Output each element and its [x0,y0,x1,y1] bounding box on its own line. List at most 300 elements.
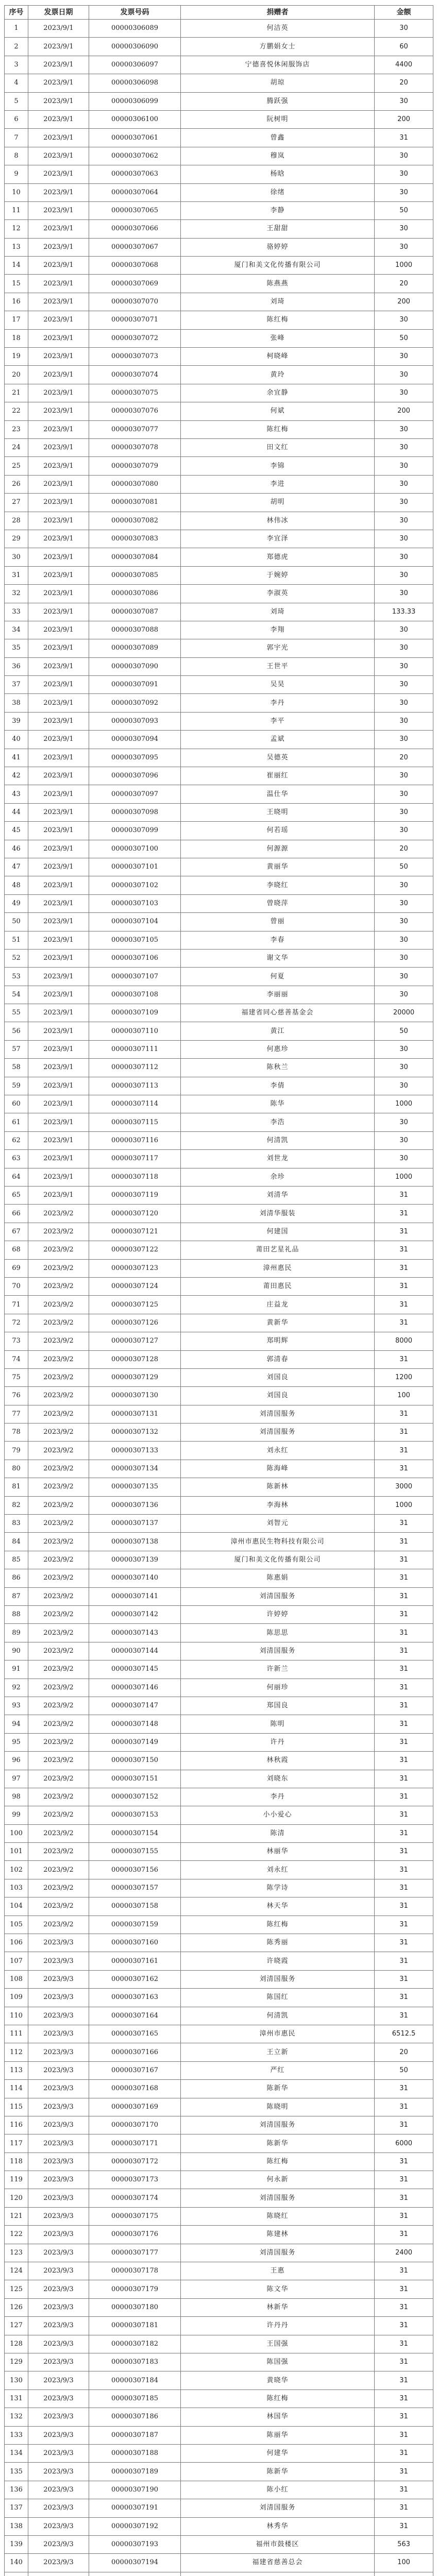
table-row [5,1551,433,1569]
cell-donor: 林新华 [181,2298,375,2316]
cell-invoice-number: 00000307180 [89,2298,181,2316]
cell-index: 37 [5,676,28,694]
cell-donor: 漳州惠民 [181,1259,375,1277]
cell-invoice-number: 00000307108 [89,986,181,1004]
cell-index: 73 [5,1332,28,1350]
cell-donor: 陈思思 [181,1624,375,1642]
cell-index: 91 [5,1660,28,1679]
cell-index: 57 [5,1040,28,1058]
cell-amount: 50 [375,858,433,876]
cell-donor: 小小爱心 [181,1806,375,1824]
cell-amount: 50 [375,329,433,347]
cell-invoice-number: 00000307095 [89,749,181,767]
cell-index: 119 [5,2171,28,2189]
cell-donor: 陈小红 [181,2481,375,2499]
cell-donor: 福建省同心慈善基金会 [181,1004,375,1022]
cell-index: 126 [5,2298,28,2316]
cell-donor: 林伟冰 [181,512,375,530]
cell-index: 29 [5,530,28,548]
cell-amount: 30 [375,20,433,38]
cell-invoice-date: 2023/9/3 [28,2298,89,2316]
cell-amount: 100 [375,2554,433,2572]
table-row [5,2134,433,2153]
cell-donor: 陈红梅 [181,420,375,438]
cell-invoice-date: 2023/9/3 [28,1934,89,1952]
table-row [5,657,433,675]
cell-donor: 陈红梅 [181,1916,375,1934]
cell-donor: 陈丽华 [181,2426,375,2444]
cell-invoice-number: 00000307103 [89,894,181,912]
cell-invoice-date: 2023/9/1 [28,657,89,675]
cell-index: 26 [5,475,28,493]
table-row [5,2116,433,2134]
table-row [5,1752,433,1770]
cell-amount: 31 [375,2207,433,2225]
cell-amount: 50 [375,1022,433,1040]
cell-invoice-number: 00000307100 [89,840,181,858]
cell-amount: 30 [375,657,433,675]
table-row [5,548,433,566]
cell-invoice-date: 2023/9/1 [28,585,89,603]
cell-index: 85 [5,1551,28,1569]
cell-amount: 30 [375,731,433,749]
cell-index: 124 [5,2262,28,2280]
cell-donor: 何清凯 [181,1131,375,1149]
cell-donor: 厦门和美文化传播有限公司 [181,257,375,275]
table-row [5,475,433,493]
cell-donor: 何惠珍 [181,1040,375,1058]
cell-invoice-number: 00000307081 [89,494,181,512]
cell-invoice-date: 2023/9/1 [28,694,89,712]
cell-index: 27 [5,494,28,512]
cell-invoice-number: 00000307148 [89,1715,181,1733]
cell-donor: 郭清春 [181,1350,375,1368]
cell-index: 32 [5,585,28,603]
cell-index: 99 [5,1806,28,1824]
cell-donor: 余宜静 [181,384,375,402]
cell-amount: 31 [375,1533,433,1551]
cell-index: 95 [5,1733,28,1751]
cell-invoice-date: 2023/9/1 [28,876,89,894]
cell-index: 104 [5,1897,28,1916]
cell-invoice-number: 00000307075 [89,384,181,402]
table-row [5,293,433,311]
cell-invoice-date: 2023/9/1 [28,1095,89,1113]
cell-amount: 30 [375,475,433,493]
cell-index: 3 [5,56,28,74]
cell-invoice-date: 2023/9/1 [28,712,89,730]
cell-invoice-date: 2023/9/1 [28,311,89,329]
table-row [5,2481,433,2499]
cell-invoice-date: 2023/9/2 [28,1642,89,1660]
cell-invoice-number: 00000307182 [89,2335,181,2353]
cell-amount: 30 [375,147,433,165]
table-row [5,840,433,858]
table-row [5,92,433,110]
cell-index: 53 [5,968,28,986]
cell-donor: 李海林 [181,1496,375,1514]
cell-invoice-date: 2023/9/3 [28,2517,89,2535]
cell-donor: 刘清国服务 [181,2499,375,2517]
table-row [5,494,433,512]
cell-index: 59 [5,1077,28,1095]
cell-index: 75 [5,1368,28,1386]
cell-index: 8 [5,147,28,165]
table-row [5,1679,433,1697]
cell-amount: 31 [375,1624,433,1642]
cell-invoice-number: 00000307098 [89,803,181,821]
table-row [5,1095,433,1113]
table-row [5,566,433,584]
cell-invoice-date: 2023/9/2 [28,1697,89,1715]
cell-amount: 30 [375,92,433,110]
cell-index: 45 [5,822,28,840]
cell-invoice-date: 2023/9/3 [28,2353,89,2371]
table-row [5,1605,433,1623]
table-row [5,2463,433,2481]
table-row [5,2317,433,2335]
cell-index: 46 [5,840,28,858]
cell-amount: 50 [375,201,433,219]
cell-invoice-number: 00000307071 [89,311,181,329]
cell-invoice-date: 2023/9/1 [28,183,89,201]
cell-donor: 李平 [181,712,375,730]
cell-amount: 31 [375,2463,433,2481]
header-donor: 捐赠者 [181,6,375,20]
cell-amount: 31 [375,2408,433,2426]
cell-invoice-date: 2023/9/2 [28,1296,89,1314]
cell-donor: 陈红梅 [181,2153,375,2171]
cell-invoice-number: 00000307066 [89,220,181,238]
cell-amount: 30 [375,822,433,840]
cell-amount: 30 [375,676,433,694]
cell-invoice-number: 00000307072 [89,329,181,347]
cell-amount: 31 [375,2280,433,2298]
donation-table [4,5,433,2576]
cell-invoice-date: 2023/9/3 [28,2426,89,2444]
table-row [5,1113,433,1131]
cell-index: 100 [5,1824,28,1842]
cell-invoice-number: 00000307113 [89,1077,181,1095]
cell-amount: 31 [375,2153,433,2171]
table-row [5,1642,433,1660]
cell-invoice-number: 00000306098 [89,74,181,92]
cell-donor: 许丹 [181,1733,375,1751]
cell-invoice-date: 2023/9/3 [28,2134,89,2153]
table-row [5,329,433,347]
cell-invoice-number: 00000307183 [89,2353,181,2371]
cell-donor: 郑明辉 [181,1332,375,1350]
cell-index: 128 [5,2335,28,2353]
table-row [5,2535,433,2553]
cell-donor: 吴德英 [181,749,375,767]
cell-index: 33 [5,603,28,621]
cell-invoice-date: 2023/9/2 [28,1423,89,1442]
cell-invoice-number: 00000307163 [89,1989,181,2007]
cell-index: 97 [5,1770,28,1788]
table-row [5,1205,433,1223]
cell-donor: 严红 [181,2061,375,2079]
cell-amount: 31 [375,2481,433,2499]
cell-donor: 李丹 [181,1788,375,1806]
cell-invoice-date: 2023/9/1 [28,201,89,219]
cell-amount: 30 [375,438,433,456]
cell-invoice-date: 2023/9/1 [28,475,89,493]
cell-index: 6 [5,110,28,128]
table-row [5,1843,433,1861]
cell-index: 127 [5,2317,28,2335]
cell-invoice-date: 2023/9/3 [28,2098,89,2116]
table-row [5,384,433,402]
cell-invoice-number: 00000307151 [89,1770,181,1788]
cell-donor: 于婉婷 [181,566,375,584]
cell-donor: 陈晓红 [181,2207,375,2225]
cell-amount: 6512.5 [375,2025,433,2043]
table-row [5,1131,433,1149]
cell-index: 11 [5,201,28,219]
table-row [5,457,433,475]
cell-amount: 6000 [375,2134,433,2153]
cell-invoice-number: 00000307073 [89,348,181,366]
cell-index: 111 [5,2025,28,2043]
cell-invoice-date: 2023/9/2 [28,1496,89,1514]
cell-amount: 31 [375,2007,433,2025]
cell-index: 110 [5,2007,28,2025]
cell-donor: 崔丽红 [181,767,375,785]
table-row [5,1496,433,1514]
cell-amount: 20 [375,840,433,858]
cell-index: 81 [5,1478,28,1496]
cell-invoice-date: 2023/9/2 [28,1879,89,1897]
cell-donor: 陈文华 [181,2280,375,2298]
cell-invoice-number: 00000307086 [89,585,181,603]
cell-index: 21 [5,384,28,402]
header-index: 序号 [5,6,28,20]
cell-invoice-number: 00000307065 [89,201,181,219]
cell-invoice-number: 00000307179 [89,2280,181,2298]
cell-donor: 王立新 [181,2043,375,2061]
table-row [5,694,433,712]
cell-index: 125 [5,2280,28,2298]
cell-amount: 31 [375,1277,433,1295]
cell-invoice-number: 00000307157 [89,1879,181,1897]
cell-donor: 刘清国服务 [181,1405,375,1423]
table-row [5,1715,433,1733]
table-row [5,2207,433,2225]
cell-invoice-number: 00000306089 [89,20,181,38]
cell-donor: 陈秀丽 [181,1934,375,1952]
cell-index: 56 [5,1022,28,1040]
cell-amount: 31 [375,1223,433,1241]
table-row [5,1478,433,1496]
cell-amount: 30 [375,220,433,238]
cell-invoice-number: 00000307074 [89,366,181,384]
table-row [5,1332,433,1350]
cell-invoice-date: 2023/9/3 [28,2335,89,2353]
cell-donor: 刘清国服务 [181,1970,375,1988]
table-row [5,1241,433,1259]
cell-invoice-date: 2023/9/2 [28,1223,89,1241]
cell-amount: 1200 [375,1368,433,1386]
cell-amount: 20000 [375,1004,433,1022]
table-row [5,2335,433,2353]
cell-amount: 30 [375,566,433,584]
cell-invoice-number: 00000307099 [89,822,181,840]
cell-invoice-date: 2023/9/1 [28,1131,89,1149]
cell-invoice-date: 2023/9/1 [28,56,89,74]
cell-donor: 陈新林 [181,1478,375,1496]
cell-donor: 王惠 [181,2262,375,2280]
table-row [5,1368,433,1386]
cell-index: 15 [5,275,28,293]
cell-invoice-date: 2023/9/3 [28,2025,89,2043]
cell-index: 136 [5,2481,28,2499]
cell-invoice-number: 00000307115 [89,1113,181,1131]
cell-amount: 31 [375,2517,433,2535]
cell-invoice-number: 00000307104 [89,913,181,931]
cell-index: 39 [5,712,28,730]
cell-index: 120 [5,2189,28,2207]
cell-invoice-number: 00000307184 [89,2371,181,2389]
cell-amount: 31 [375,1806,433,1824]
cell-amount: 60 [375,38,433,56]
table-row [5,512,433,530]
cell-invoice-number: 00000307154 [89,1824,181,1842]
cell-index: 38 [5,694,28,712]
cell-amount: 3000 [375,1478,433,1496]
table-row [5,1989,433,2007]
cell-invoice-date: 2023/9/1 [28,676,89,694]
cell-invoice-date: 2023/9/1 [28,949,89,967]
cell-invoice-number: 00000307092 [89,694,181,712]
cell-amount: 31 [375,2226,433,2244]
cell-amount: 20 [375,2043,433,2061]
table-row [5,2517,433,2535]
cell-invoice-date: 2023/9/1 [28,785,89,803]
cell-index: 106 [5,1934,28,1952]
cell-amount: 31 [375,1788,433,1806]
cell-amount: 30 [375,767,433,785]
cell-donor: 李倩 [181,1077,375,1095]
cell-invoice-number: 00000307188 [89,2444,181,2462]
header-invoice-date: 发票日期 [28,6,89,20]
cell-invoice-date: 2023/9/3 [28,2463,89,2481]
cell-invoice-number: 00000307097 [89,785,181,803]
cell-donor: 王甜甜 [181,220,375,238]
cell-invoice-number: 00000307105 [89,931,181,949]
table-row [5,1533,433,1551]
cell-index: 17 [5,311,28,329]
table-row [5,1259,433,1277]
cell-amount: 31 [375,2171,433,2189]
cell-invoice-date: 2023/9/1 [28,74,89,92]
cell-invoice-number: 00000307134 [89,1460,181,1478]
cell-invoice-date: 2023/9/1 [28,438,89,456]
cell-invoice-number: 00000307116 [89,1131,181,1149]
table-row [5,530,433,548]
cell-index: 60 [5,1095,28,1113]
cell-amount: 30 [375,968,433,986]
cell-invoice-date: 2023/9/2 [28,1533,89,1551]
cell-amount: 31 [375,1605,433,1623]
cell-invoice-number: 00000307061 [89,129,181,147]
cell-invoice-date: 2023/9/1 [28,639,89,657]
cell-donor: 腾跃强 [181,92,375,110]
cell-invoice-number: 00000307167 [89,2061,181,2079]
cell-amount: 30 [375,1113,433,1131]
cell-amount: 31 [375,1989,433,2007]
table-row [5,2408,433,2426]
cell-invoice-number: 00000307171 [89,2134,181,2153]
cell-index: 93 [5,1697,28,1715]
cell-amount: 30 [375,876,433,894]
table-row [5,2061,433,2079]
cell-invoice-date: 2023/9/1 [28,420,89,438]
cell-donor: 刘清国服务 [181,2189,375,2207]
cell-amount: 31 [375,1296,433,1314]
cell-donor: 黄丽华 [181,858,375,876]
cell-amount: 50 [375,2061,433,2079]
cell-amount: 31 [375,2389,433,2408]
cell-amount: 31 [375,1916,433,1934]
cell-invoice-date: 2023/9/2 [28,1277,89,1295]
cell-invoice-number: 00000307138 [89,1533,181,1551]
cell-amount: 31 [375,1259,433,1277]
cell-invoice-date: 2023/9/3 [28,2280,89,2298]
cell-invoice-number: 00000307125 [89,1296,181,1314]
cell-amount: 30 [375,311,433,329]
cell-donor: 林秋霞 [181,1752,375,1770]
cell-index: 92 [5,1679,28,1697]
cell-donor: 曾晓萍 [181,894,375,912]
cell-invoice-number: 00000307111 [89,1040,181,1058]
table-row [5,913,433,931]
cell-invoice-number: 00000307122 [89,1241,181,1259]
cell-index: 122 [5,2226,28,2244]
cell-amount: 31 [375,1642,433,1660]
cell-invoice-date: 2023/9/3 [28,2408,89,2426]
cell-amount: 30 [375,420,433,438]
cell-index: 62 [5,1131,28,1149]
cell-donor: 柯晓峰 [181,348,375,366]
cell-index: 72 [5,1314,28,1332]
cell-amount: 31 [375,1952,433,1970]
cell-invoice-date: 2023/9/1 [28,731,89,749]
cell-index: 135 [5,2463,28,2481]
cell-invoice-number: 00000307090 [89,657,181,675]
cell-amount: 31 [375,2426,433,2444]
cell-invoice-number: 00000307102 [89,876,181,894]
cell-index: 137 [5,2499,28,2517]
cell-invoice-number: 00000307176 [89,2226,181,2244]
table-row [5,2098,433,2116]
cell-invoice-date: 2023/9/1 [28,165,89,183]
cell-amount: 30 [375,585,433,603]
cell-invoice-date: 2023/9/2 [28,1715,89,1733]
cell-donor: 陈国强 [181,2353,375,2371]
cell-donor: 王国强 [181,2335,375,2353]
cell-donor: 李锦 [181,457,375,475]
cell-donor: 刘清国服务 [181,1423,375,1442]
cell-index: 77 [5,1405,28,1423]
cell-invoice-date: 2023/9/3 [28,2153,89,2171]
cell-donor: 郭宇光 [181,639,375,657]
cell-donor: 许婷婷 [181,1605,375,1623]
cell-amount: 31 [375,1551,433,1569]
cell-index: 22 [5,402,28,420]
cell-amount: 200 [375,293,433,311]
cell-invoice-date: 2023/9/2 [28,1733,89,1751]
